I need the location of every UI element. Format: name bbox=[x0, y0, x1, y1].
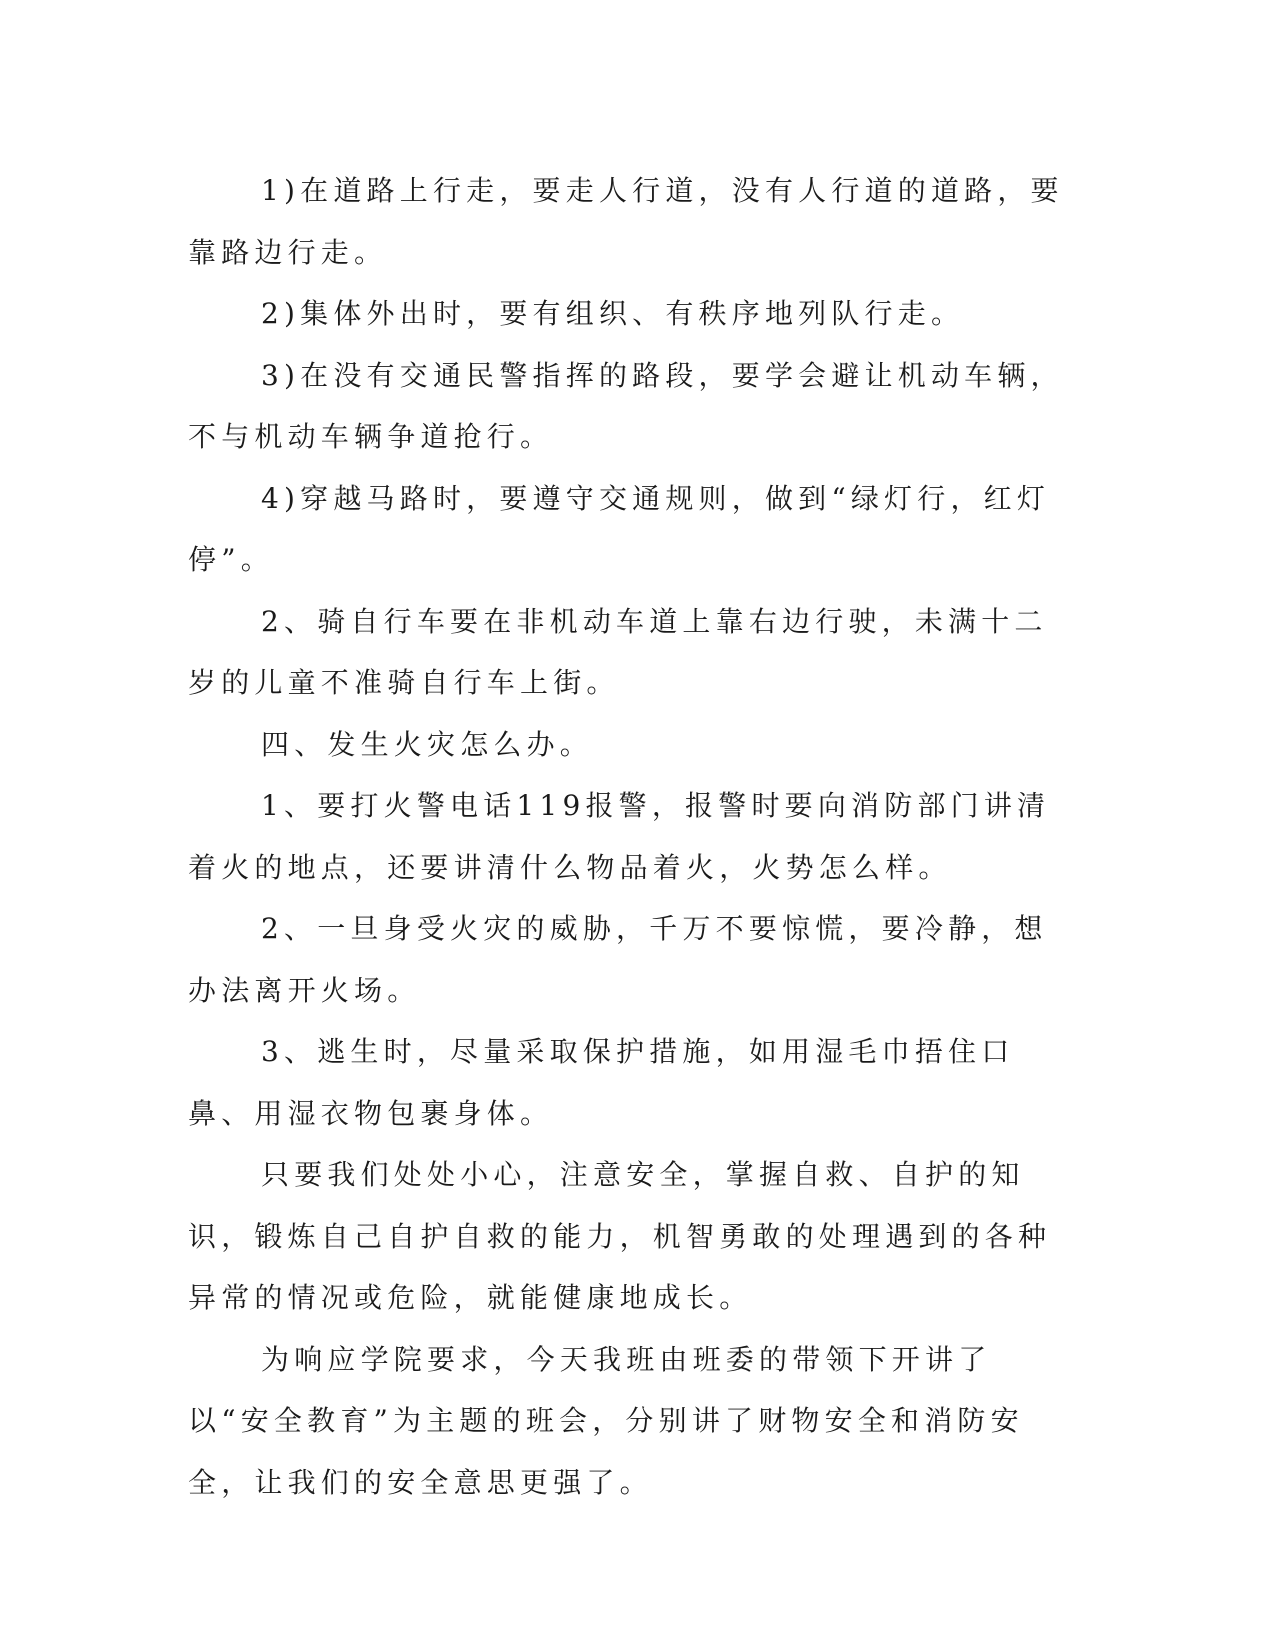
paragraph-group-outing: 2)集体外出时，要有组织、有秩序地列队行走。 bbox=[261, 297, 965, 330]
paragraph-fire-alarm-call: 1、要打火警电话119报警，报警时要向消防部门讲清着火的地点，还要讲清什么物品着火，火势怎么样。 bbox=[188, 789, 1051, 884]
document-body bbox=[188, 160, 1068, 1513]
paragraph-stay-calm: 2、一旦身受火灾的威胁，千万不要惊慌，要冷静，想办法离开火场。 bbox=[188, 912, 1048, 1007]
paragraph-crossing-road: 4)穿越马路时，要遵守交通规则，做到“绿灯行，红灯停”。 bbox=[188, 481, 1051, 576]
paragraph-bicycle-rules: 2、骑自行车要在非机动车道上靠右边行驶，未满十二岁的儿童不准骑自行车上街。 bbox=[188, 604, 1048, 699]
paragraph-yield-vehicles: 3)在没有交通民警指挥的路段，要学会避让机动车辆，不与机动车辆争道抢行。 bbox=[188, 358, 1064, 453]
paragraph-class-meeting-summary: 为响应学院要求，今天我班由班委的带领下开讲了以“安全教育”为主题的班会，分别讲了财物安全和消防安全，让我们的安全意思更强了。 bbox=[188, 1342, 1024, 1499]
paragraph-pedestrian-walkway: 1)在道路上行走，要走人行道，没有人行道的道路，要靠路边行走。 bbox=[188, 174, 1064, 269]
paragraph-escape-protection: 3、逃生时，尽量采取保护措施，如用湿毛巾捂住口鼻、用湿衣物包裹身体。 bbox=[188, 1035, 1015, 1130]
paragraph-conclusion: 只要我们处处小心，注意安全，掌握自救、自护的知识，锻炼自己自护自救的能力，机智勇敢的处理遇到的各种异常的情况或危险，就能健康地成长。 bbox=[188, 1158, 1052, 1314]
section-heading-fire: 四、发生火灾怎么办。 bbox=[261, 727, 594, 761]
